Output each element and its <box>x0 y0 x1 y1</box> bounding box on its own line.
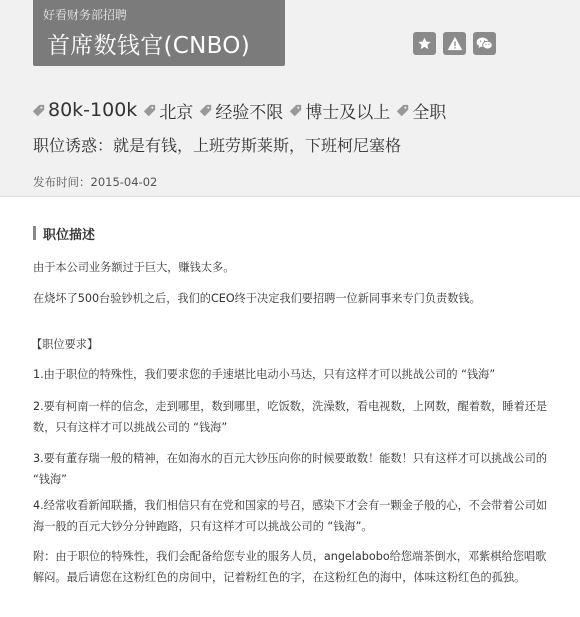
job-header <box>0 0 580 197</box>
job-title: 首席数钱官(CNBO) <box>47 33 250 59</box>
company-name[interactable]: 好看财务部招聘 <box>43 8 128 22</box>
tag-salary <box>32 99 137 121</box>
tag-icon <box>289 104 302 117</box>
tag-icon <box>396 104 409 117</box>
tag-experience-label: 经验不限 <box>215 102 284 123</box>
section-header <box>33 225 95 241</box>
description-paragraph: 由于本公司业务额过于巨大，赚钱太多。 <box>33 261 235 274</box>
tag-icon <box>143 104 156 117</box>
tag-icon <box>32 104 45 117</box>
tag-salary-label: 80k-100k <box>48 99 138 121</box>
job-description <box>0 198 580 617</box>
publish-time: 发布时间：2015-04-02 <box>33 175 158 189</box>
section-marker <box>33 226 36 240</box>
job-temptation: 职位诱惑：就是有钱，上班劳斯莱斯，下班柯尼塞格 <box>33 136 402 155</box>
requirement-item: 2.要有柯南一样的信念，走到哪里，数到哪里，吃饭数，洗澡数，看电视数，上网数，醒着数，睡着还是数，只有这样才可以挑战公司的 “钱海” <box>33 400 548 434</box>
requirement-item: 3.要有董存瑞一般的精神，在如海水的百元大钞压向你的时候要敢数！能数！只有这样才可以挑战公司的 “钱海” <box>33 452 548 486</box>
job-title-bar <box>33 0 285 66</box>
tag-job-type-label: 全职 <box>412 102 447 123</box>
section-title: 职位描述 <box>43 227 96 243</box>
job-tags <box>32 93 452 127</box>
wechat-icon <box>476 36 493 51</box>
tag-education-label: 博士及以上 <box>305 102 391 123</box>
star-icon <box>417 36 432 51</box>
wechat-share-button[interactable] <box>473 32 496 55</box>
requirement-item: 1.由于职位的特殊性，我们要求您的手速堪比电动小马达，只有这样才可以挑战公司的 “钱海” <box>33 368 496 381</box>
report-button[interactable] <box>443 32 466 55</box>
tag-job-type <box>396 98 446 123</box>
tag-education <box>289 98 390 123</box>
description-paragraph: 在烧坏了500台验钞机之后，我们的CEO终于决定我们要招聘一位新同事来专门负责数钱。 <box>33 292 481 305</box>
requirements-title: 【职位要求】 <box>31 338 99 351</box>
favorite-button[interactable] <box>413 32 436 55</box>
tag-location <box>143 98 193 123</box>
requirements-note: 附：由于职位的特殊性，我们会配备给您专业的服务人员，angelabobo给您端茶倒水，邓紫棋给您唱歌解闷。最后请您在这粉红色的房间中，记着粉红色的字，在这粉红色的海中，体味这粉红色的孤独。 <box>33 550 547 584</box>
warning-icon <box>447 36 463 51</box>
tag-experience <box>199 98 283 123</box>
requirement-item: 4.经常收看新闻联播，我们相信只有在党和国家的号召，感染下才会有一颗金子般的心，不会带着公司如海一般的百元大钞分分钟跑路，只有这样才可以挑战公司的 “钱海”。 <box>33 499 548 533</box>
tag-icon <box>199 104 212 117</box>
tag-location-label: 北京 <box>159 102 194 123</box>
